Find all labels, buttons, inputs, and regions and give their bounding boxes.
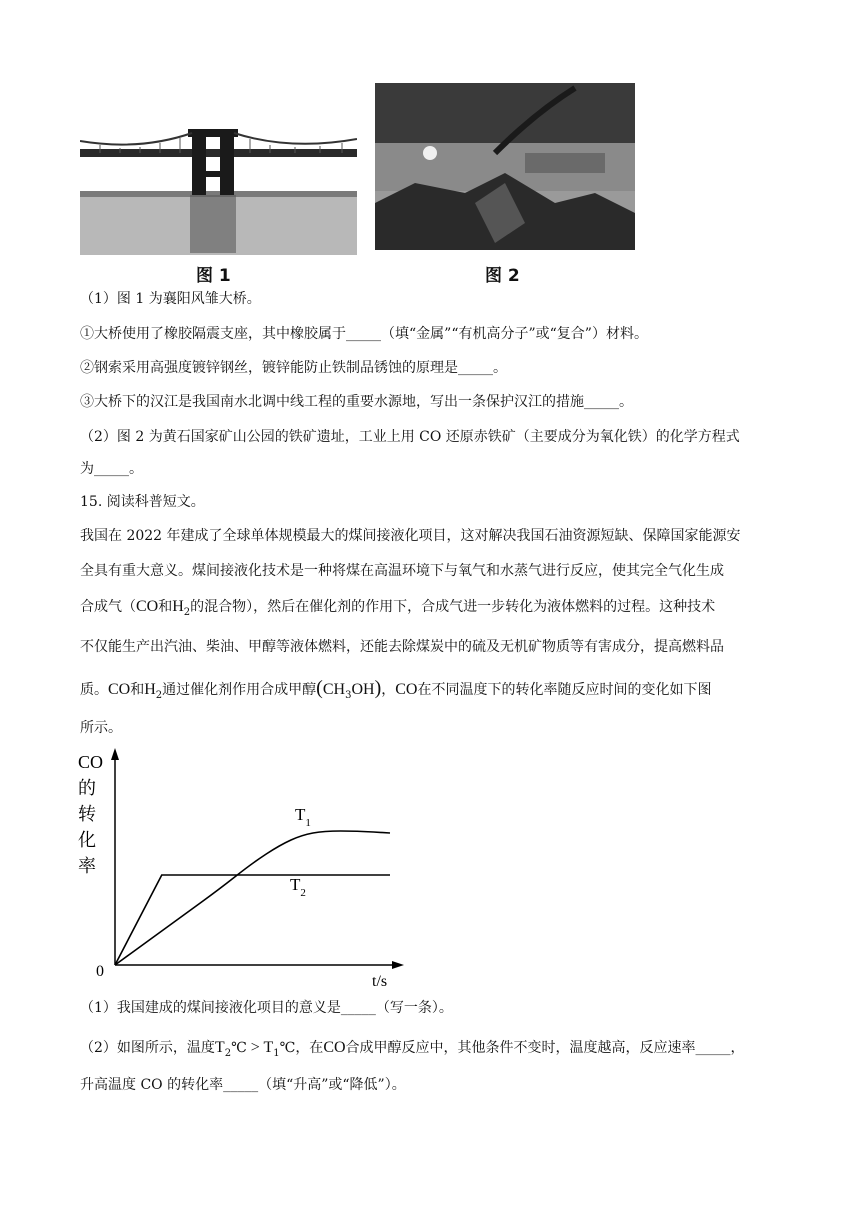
q15-sub2: （2）如图所示，温度$T_2℃$ > $T_1℃$，在CO合成甲醇反应中，其他条件不变时，温度越高，反应速率_____， <box>80 1039 745 1059</box>
figure-2-photo <box>375 83 635 250</box>
q15-sub1: （1）我国建成的煤间接液化项目的意义是_____（写一条）。 <box>80 1000 453 1016</box>
q14-item1: ①大桥使用了橡胶隔震支座，其中橡胶属于_____（填“金属”“有机高分子”或“复合”）材料。 <box>80 326 648 342</box>
figure-2-caption: 图 2 <box>485 266 520 286</box>
q15-para-line3: 合成气（CO和$H_2$的混合物），然后在催化剂的作用下，合成气进一步转化为液体燃料的过程。这种技术 <box>80 598 716 618</box>
y-label-char: 化 <box>78 830 96 850</box>
y-axis-arrow <box>111 748 119 760</box>
figure-1-photo <box>80 83 357 255</box>
q15-title: 15. 阅读科普短文。 <box>80 494 205 510</box>
x-axis-label: t/s <box>372 973 388 990</box>
series-line-2 <box>115 875 390 965</box>
q15-para-line5: 质。CO和$H_2$通过催化剂作用合成甲醇$(CH_3OH)$，CO在不同温度下的转化率随反应时间的变化如下图 <box>80 677 712 701</box>
q15-para-line6: 所示。 <box>80 720 122 736</box>
figure-1-caption: 图 1 <box>196 266 231 286</box>
y-label-char: 的 <box>78 778 96 798</box>
q15-para-line4: 不仅能生产出汽油、柴油、甲醇等液体燃料，还能去除煤炭中的硫及无机矿物质等有害成分，提高燃料品 <box>80 639 724 655</box>
y-label-char: 率 <box>78 856 96 876</box>
y-label-char: 转 <box>78 804 96 824</box>
y-label-char: CO <box>78 752 104 772</box>
q15-para-line2: 全具有重大意义。煤间接液化技术是一种将煤在高温环境下与氧气和水蒸气进行反应，使其完全气化生成 <box>80 563 724 579</box>
co-conversion-chart <box>70 740 430 990</box>
q14-part1: （1）图 1 为襄阳风雏大桥。 <box>80 291 261 307</box>
series-label-2: $T_2$ <box>290 875 306 899</box>
q14-part2-cont: 为_____。 <box>80 461 143 477</box>
series-label-1: $T_1$ <box>295 805 311 829</box>
y-axis-label <box>78 752 103 876</box>
q14-item2: ②钢索采用高强度镀锌钢丝，镀锌能防止铁制品锈蚀的原理是_____。 <box>80 360 507 376</box>
origin-label: 0 <box>96 963 104 980</box>
q14-item3: ③大桥下的汉江是我国南水北调中线工程的重要水源地，写出一条保护汉江的措施_____。 <box>80 394 633 410</box>
series-line-1 <box>115 831 390 965</box>
q14-part2: （2）图 2 为黄石国家矿山公园的铁矿遗址，工业上用 CO 还原赤铁矿（主要成分为氧化铁）的化学方程式 <box>80 429 740 445</box>
q15-para-line1: 我国在 2022 年建成了全球单体规模最大的煤间接液化项目，这对解决我国石油资源短缺、保障国家能源安 <box>80 528 741 544</box>
x-axis-arrow <box>392 961 404 969</box>
q15-sub2-cont: 升高温度 CO 的转化率_____（填“升高”或“降低”）。 <box>80 1077 406 1093</box>
